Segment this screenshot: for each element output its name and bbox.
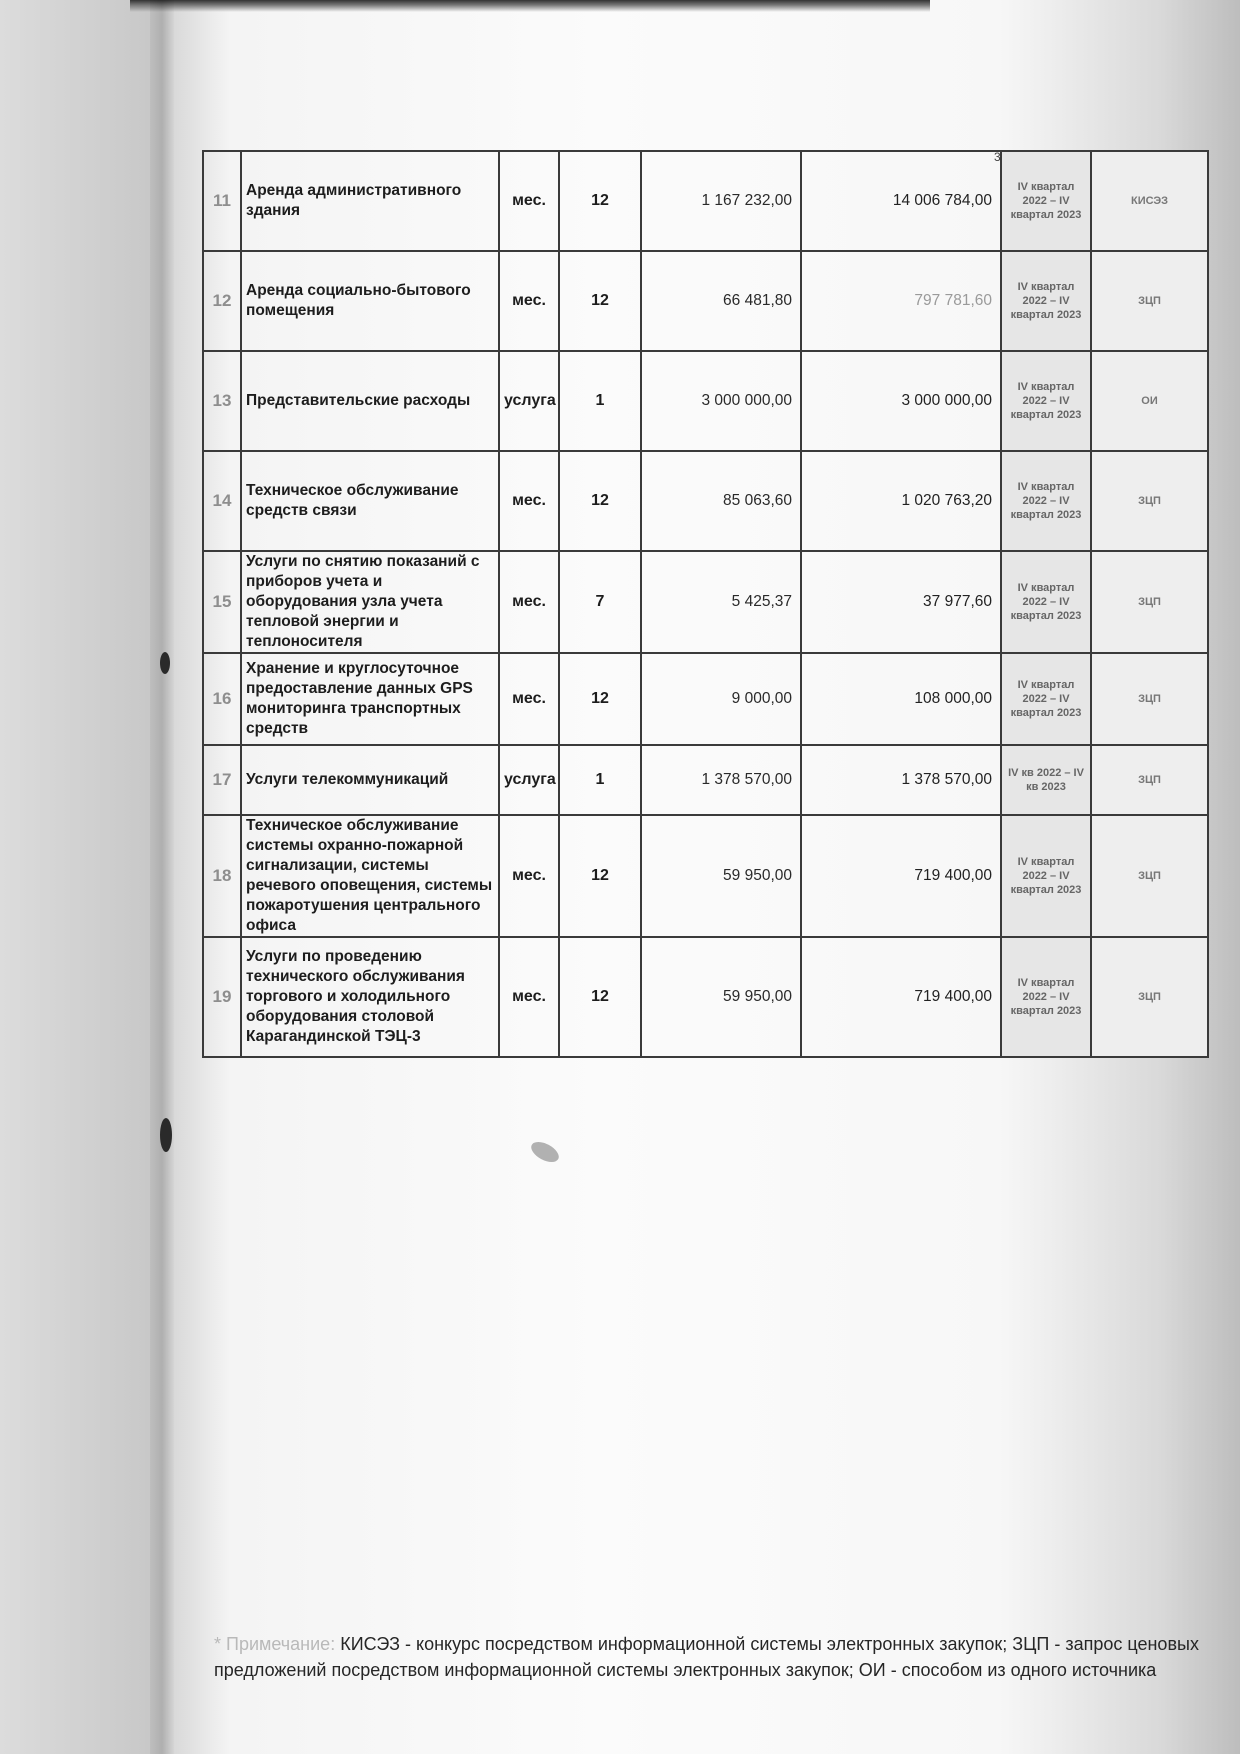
- unit-price-cell: 85 063,60: [641, 451, 801, 551]
- procurement-method-cell: ЗЦП: [1091, 815, 1208, 937]
- quantity-cell: 12: [559, 937, 641, 1057]
- unit-of-measure-cell: мес.: [499, 451, 559, 551]
- item-name-cell: Аренда административного здания: [241, 151, 499, 251]
- procurement-method-cell: ЗЦП: [1091, 251, 1208, 351]
- table-row: [203, 151, 1208, 251]
- quantity-cell: 12: [559, 151, 641, 251]
- delivery-period-cell: IV кв 2022 – IV кв 2023: [1001, 745, 1091, 815]
- ink-smudge: [528, 1138, 562, 1166]
- delivery-period-cell: IV квартал 2022 – IV квартал 2023: [1001, 151, 1091, 251]
- footnote-prefix: * Примечание:: [214, 1634, 336, 1654]
- item-name-cell: Хранение и круглосуточное предоставление данных GPS мониторинга транспортных средств: [241, 653, 499, 745]
- total-amount-cell: 1 378 570,00: [801, 745, 1001, 815]
- quantity-cell: 1: [559, 351, 641, 451]
- unit-of-measure-cell: мес.: [499, 937, 559, 1057]
- item-name-cell: Техническое обслуживание системы охранно-пожарной сигнализации, системы речевого оповещения, системы пожаротушения центрального офиса: [241, 815, 499, 937]
- procurement-method-cell: ЗЦП: [1091, 653, 1208, 745]
- unit-price-cell: 59 950,00: [641, 815, 801, 937]
- delivery-period-cell: IV квартал 2022 – IV квартал 2023: [1001, 551, 1091, 653]
- delivery-period-cell: IV квартал 2022 – IV квартал 2023: [1001, 451, 1091, 551]
- punch-hole: [160, 652, 170, 674]
- delivery-period-cell: IV квартал 2022 – IV квартал 2023: [1001, 815, 1091, 937]
- row-number-cell: 13: [203, 351, 241, 451]
- total-amount-cell: 37 977,60: [801, 551, 1001, 653]
- quantity-cell: 12: [559, 653, 641, 745]
- item-name-cell: Техническое обслуживание средств связи: [241, 451, 499, 551]
- unit-price-cell: 66 481,80: [641, 251, 801, 351]
- page-mark: 3: [994, 150, 1001, 164]
- table-row: [203, 551, 1208, 653]
- procurement-method-cell: ЗЦП: [1091, 451, 1208, 551]
- item-name-cell: Услуги по снятию показаний с приборов учета и оборудования узла учета тепловой энергии и теплоносителя: [241, 551, 499, 653]
- row-number-cell: 19: [203, 937, 241, 1057]
- quantity-cell: 12: [559, 815, 641, 937]
- unit-price-cell: 1 378 570,00: [641, 745, 801, 815]
- table-body: [203, 151, 1208, 1057]
- item-name-cell: Аренда социально-бытового помещения: [241, 251, 499, 351]
- table-row: [203, 815, 1208, 937]
- table-row: [203, 351, 1208, 451]
- row-number-cell: 11: [203, 151, 241, 251]
- unit-price-cell: 1 167 232,00: [641, 151, 801, 251]
- total-amount-cell: 108 000,00: [801, 653, 1001, 745]
- item-name-cell: Представительские расходы: [241, 351, 499, 451]
- unit-of-measure-cell: услуга: [499, 745, 559, 815]
- quantity-cell: 12: [559, 451, 641, 551]
- footnote: [214, 1631, 1204, 1683]
- table-row: [203, 937, 1208, 1057]
- unit-price-cell: 3 000 000,00: [641, 351, 801, 451]
- procurement-method-cell: ЗЦП: [1091, 745, 1208, 815]
- row-number-cell: 14: [203, 451, 241, 551]
- table-row: [203, 451, 1208, 551]
- delivery-period-cell: IV квартал 2022 – IV квартал 2023: [1001, 351, 1091, 451]
- item-name-cell: Услуги телекоммуникаций: [241, 745, 499, 815]
- total-amount-cell: 719 400,00: [801, 937, 1001, 1057]
- unit-price-cell: 59 950,00: [641, 937, 801, 1057]
- procurement-table: [202, 150, 1209, 1058]
- unit-of-measure-cell: мес.: [499, 551, 559, 653]
- item-name-cell: Услуги по проведению технического обслуживания торгового и холодильного оборудования столовой Карагандинской ТЭЦ-3: [241, 937, 499, 1057]
- total-amount-cell: 797 781,60: [801, 251, 1001, 351]
- row-number-cell: 17: [203, 745, 241, 815]
- unit-of-measure-cell: мес.: [499, 653, 559, 745]
- total-amount-cell: 719 400,00: [801, 815, 1001, 937]
- quantity-cell: 12: [559, 251, 641, 351]
- total-amount-cell: 3 000 000,00: [801, 351, 1001, 451]
- quantity-cell: 7: [559, 551, 641, 653]
- unit-price-cell: 5 425,37: [641, 551, 801, 653]
- unit-of-measure-cell: мес.: [499, 815, 559, 937]
- page-binding-shadow: [150, 0, 174, 1754]
- procurement-method-cell: ЗЦП: [1091, 937, 1208, 1057]
- row-number-cell: 18: [203, 815, 241, 937]
- unit-of-measure-cell: мес.: [499, 151, 559, 251]
- punch-hole: [160, 1118, 172, 1152]
- row-number-cell: 15: [203, 551, 241, 653]
- procurement-method-cell: ОИ: [1091, 351, 1208, 451]
- delivery-period-cell: IV квартал 2022 – IV квартал 2023: [1001, 653, 1091, 745]
- row-number-cell: 16: [203, 653, 241, 745]
- row-number-cell: 12: [203, 251, 241, 351]
- procurement-method-cell: КИСЭЗ: [1091, 151, 1208, 251]
- unit-of-measure-cell: мес.: [499, 251, 559, 351]
- page-top-edge: [130, 0, 930, 12]
- unit-of-measure-cell: услуга: [499, 351, 559, 451]
- total-amount-cell: 14 006 784,00: [801, 151, 1001, 251]
- table-row: [203, 745, 1208, 815]
- footnote-text: КИСЭЗ - конкурс посредством информационной системы электронных закупок; ЗЦП - запрос ценовых предложений посредством информационной системы электронных закупок; ОИ - способом из одного источника: [214, 1634, 1199, 1680]
- table-row: [203, 653, 1208, 745]
- delivery-period-cell: IV квартал 2022 – IV квартал 2023: [1001, 937, 1091, 1057]
- table-row: [203, 251, 1208, 351]
- quantity-cell: 1: [559, 745, 641, 815]
- procurement-method-cell: ЗЦП: [1091, 551, 1208, 653]
- total-amount-cell: 1 020 763,20: [801, 451, 1001, 551]
- unit-price-cell: 9 000,00: [641, 653, 801, 745]
- delivery-period-cell: IV квартал 2022 – IV квартал 2023: [1001, 251, 1091, 351]
